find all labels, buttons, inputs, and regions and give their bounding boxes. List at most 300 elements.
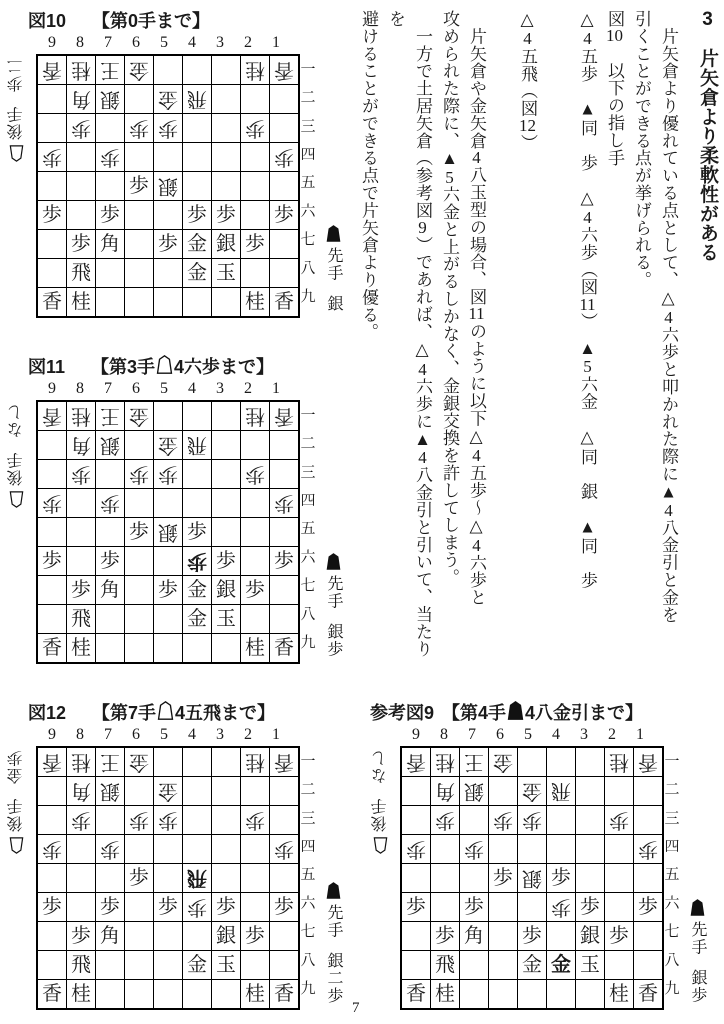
- board-square: [125, 922, 154, 951]
- gote-piece: 香: [274, 59, 294, 81]
- board-square: [125, 634, 154, 662]
- gote-piece: 角: [71, 434, 91, 456]
- gote-piece: 王: [100, 59, 120, 81]
- board-square: [183, 288, 212, 316]
- board-row: [38, 980, 298, 1008]
- board-square: [154, 951, 183, 980]
- gote-piece: 歩: [100, 838, 120, 860]
- caption-suffix: 4六歩まで】: [174, 357, 275, 377]
- gote-piece: 歩: [158, 463, 178, 485]
- board-square: [241, 56, 270, 85]
- sente-piece: 金: [187, 233, 207, 255]
- white-koma-icon: [8, 832, 25, 854]
- board-square: [518, 864, 547, 893]
- sente-piece: 桂: [245, 291, 265, 313]
- sente-piece: 歩: [274, 896, 294, 918]
- board-square: [96, 864, 125, 893]
- sente-piece: 桂: [245, 637, 265, 659]
- board-square: [154, 172, 183, 201]
- file-number: 4: [188, 34, 196, 51]
- sente-piece: 歩: [187, 521, 207, 543]
- board-square: [125, 864, 154, 893]
- board-square: [96, 460, 125, 489]
- gote-piece: 角: [71, 780, 91, 802]
- board-square: [183, 806, 212, 835]
- file-number: 1: [636, 726, 644, 743]
- board-square: [431, 980, 460, 1008]
- board-square: [96, 172, 125, 201]
- gote-piece: 歩: [42, 838, 62, 860]
- board-square: [96, 576, 125, 605]
- board-square: [154, 85, 183, 114]
- figure-caption: [92, 699, 275, 725]
- board-square: [402, 806, 431, 835]
- board-square: [96, 143, 125, 172]
- board-square: [67, 402, 96, 431]
- file-number: 4: [188, 380, 196, 397]
- sente-piece: 歩: [493, 867, 513, 889]
- file-number: 9: [48, 726, 56, 743]
- file-numbers: [402, 726, 722, 746]
- board-square: [460, 835, 489, 864]
- file-number: 7: [468, 726, 476, 743]
- board-square: [270, 634, 298, 662]
- rank-label: 二: [664, 782, 680, 799]
- board-row: [38, 518, 298, 547]
- board-square: [125, 114, 154, 143]
- board-square: [154, 576, 183, 605]
- gote-piece: 桂: [245, 59, 265, 81]
- sente-player-text: 先手: [689, 921, 706, 956]
- board-square: [183, 431, 212, 460]
- rank-label: 三: [300, 118, 316, 135]
- board-square: [212, 172, 241, 201]
- board-square: [38, 431, 67, 460]
- sente-piece: 香: [274, 983, 294, 1005]
- board-square: [38, 518, 67, 547]
- sente-hand-pieces: 銀歩: [325, 623, 342, 658]
- file-number: 1: [272, 34, 280, 51]
- sente-piece: 歩: [42, 896, 62, 918]
- black-koma-icon: [325, 553, 342, 575]
- board-square: [241, 835, 270, 864]
- gote-piece: 金: [158, 88, 178, 110]
- sente-hand-label: [322, 882, 344, 1005]
- sente-piece: 玉: [216, 954, 236, 976]
- gote-piece: 銀: [464, 780, 484, 802]
- board-square: [38, 835, 67, 864]
- file-number: 3: [580, 726, 588, 743]
- gote-piece: 桂: [435, 751, 455, 773]
- board-square: [605, 864, 634, 893]
- board-square: [241, 143, 270, 172]
- board-square: [38, 576, 67, 605]
- board-square: [212, 230, 241, 259]
- board-square: [67, 547, 96, 576]
- gote-piece: 王: [100, 405, 120, 427]
- board-square: [154, 893, 183, 922]
- rank-label: 八: [300, 606, 316, 623]
- board-square: [67, 489, 96, 518]
- gote-piece: 香: [638, 751, 658, 773]
- board-square: [241, 114, 270, 143]
- board-square: [125, 489, 154, 518]
- gote-piece: 歩: [609, 809, 629, 831]
- gote-piece: 歩: [435, 809, 455, 831]
- move-sequence-column: △4五飛（図12）: [518, 10, 537, 152]
- board-square: [154, 634, 183, 662]
- board-square: [241, 576, 270, 605]
- black-koma-icon: [325, 882, 342, 904]
- figure-label: 図11: [28, 357, 66, 377]
- board-square: [67, 431, 96, 460]
- board-square: [270, 951, 298, 980]
- sente-piece: 歩: [551, 867, 571, 889]
- board-row: [38, 806, 298, 835]
- file-numbers: [38, 380, 358, 400]
- gote-piece: 歩: [245, 117, 265, 139]
- board-square: [270, 547, 298, 576]
- rank-label: 一: [300, 61, 316, 78]
- caption-prefix: 【第3手: [91, 357, 156, 377]
- sente-piece: 玉: [216, 262, 236, 284]
- body-column: 片矢倉より優れている点として、△4六歩と叩かれた際に▲4八金引と金を: [659, 10, 678, 624]
- white-koma-icon: [372, 832, 389, 854]
- board-square: [547, 893, 576, 922]
- board-square: [241, 85, 270, 114]
- gote-piece: 飛: [187, 434, 207, 456]
- board-square: [38, 777, 67, 806]
- board-square: [38, 547, 67, 576]
- board-row: [402, 835, 662, 864]
- board-square: [431, 922, 460, 951]
- board-square: [96, 288, 125, 316]
- sente-piece: 金: [187, 608, 207, 630]
- board-square: [96, 230, 125, 259]
- gote-hand-pieces: 金歩: [8, 749, 25, 784]
- gote-piece: 飛: [187, 88, 207, 110]
- board-square: [38, 951, 67, 980]
- file-number: 9: [412, 726, 420, 743]
- board-square: [96, 806, 125, 835]
- gote-piece: 桂: [609, 751, 629, 773]
- board-row: [38, 259, 298, 288]
- board-square: [270, 85, 298, 114]
- rank-label: 七: [300, 232, 316, 249]
- rank-label: 九: [300, 981, 316, 998]
- board-square: [431, 806, 460, 835]
- board-square: [67, 576, 96, 605]
- board-square: [125, 230, 154, 259]
- file-number: 9: [48, 34, 56, 51]
- board-square: [96, 56, 125, 85]
- gote-piece: 歩: [71, 117, 91, 139]
- sente-piece: 歩: [245, 925, 265, 947]
- board-row: [402, 980, 662, 1008]
- board-square: [241, 489, 270, 518]
- board-square: [576, 748, 605, 777]
- board-square: [634, 893, 662, 922]
- board-square: [38, 605, 67, 634]
- file-numbers: [38, 726, 358, 746]
- white-koma-glyph: [10, 145, 25, 162]
- rank-labels: [298, 400, 318, 656]
- board-square: [212, 201, 241, 230]
- board-area: [4, 380, 358, 658]
- board-square: [183, 634, 212, 662]
- board-square: [270, 806, 298, 835]
- board-square: [125, 172, 154, 201]
- page-number: 7: [352, 1000, 360, 1016]
- gote-piece: 歩: [274, 492, 294, 514]
- board-square: [241, 172, 270, 201]
- board-square: [241, 893, 270, 922]
- rank-labels: [298, 746, 318, 1002]
- gote-piece: 香: [42, 59, 62, 81]
- sente-piece: 桂: [245, 983, 265, 1005]
- board-square: [125, 547, 154, 576]
- board-square: [634, 806, 662, 835]
- gote-piece: 王: [464, 751, 484, 773]
- board-square: [489, 806, 518, 835]
- diagram-fig12: [4, 700, 358, 1004]
- rank-label: 三: [664, 810, 680, 827]
- board-square: [38, 114, 67, 143]
- board-square: [183, 777, 212, 806]
- board-square: [518, 835, 547, 864]
- sente-piece: 歩: [609, 925, 629, 947]
- board-square: [518, 980, 547, 1008]
- board-square: [67, 518, 96, 547]
- sente-piece: 歩: [580, 896, 600, 918]
- rank-label: 一: [300, 753, 316, 770]
- board-square: [154, 547, 183, 576]
- sente-piece: 歩: [158, 579, 178, 601]
- gote-piece: 歩: [129, 809, 149, 831]
- gote-piece: 歩: [71, 809, 91, 831]
- sente-piece: 香: [274, 637, 294, 659]
- board-square: [125, 460, 154, 489]
- sente-piece: 飛: [71, 608, 91, 630]
- board-square: [125, 288, 154, 316]
- caption-suffix: 4八金引まで】: [525, 703, 644, 723]
- board-square: [605, 893, 634, 922]
- board-square: [576, 864, 605, 893]
- board-square: [212, 547, 241, 576]
- board-square: [489, 922, 518, 951]
- gote-piece: 香: [406, 751, 426, 773]
- gote-piece: 香: [274, 751, 294, 773]
- caption-koma-slot: [506, 701, 525, 723]
- board-square: [154, 288, 183, 316]
- board-square: [154, 605, 183, 634]
- sente-piece: 歩: [129, 175, 149, 197]
- sente-piece: 玉: [216, 608, 236, 630]
- gote-piece: 香: [274, 405, 294, 427]
- board-row: [402, 777, 662, 806]
- board-square: [241, 777, 270, 806]
- board-square: [212, 893, 241, 922]
- board-square: [634, 922, 662, 951]
- board-square: [96, 748, 125, 777]
- board-square: [183, 460, 212, 489]
- board-square: [183, 576, 212, 605]
- board-square: [183, 605, 212, 634]
- board-row: [38, 143, 298, 172]
- board-square: [96, 114, 125, 143]
- board-square: [576, 951, 605, 980]
- rank-label: 五: [664, 867, 680, 884]
- board-row: [38, 172, 298, 201]
- file-number: 8: [76, 726, 84, 743]
- sente-piece: 歩: [71, 925, 91, 947]
- sente-hand-label: [686, 899, 708, 1004]
- sente-piece: 歩: [187, 204, 207, 226]
- gote-hand-label: [370, 749, 392, 854]
- board-square: [431, 835, 460, 864]
- rank-label: 一: [300, 407, 316, 424]
- diagram-header: [28, 354, 358, 378]
- board-row: [402, 806, 662, 835]
- board-square: [154, 230, 183, 259]
- sente-piece: 香: [42, 983, 62, 1005]
- board-square: [576, 835, 605, 864]
- sente-piece: 金: [551, 954, 571, 976]
- sente-hand-pieces: 銀歩: [689, 969, 706, 1004]
- board-square: [518, 893, 547, 922]
- rank-label: 二: [300, 90, 316, 107]
- board-square: [154, 259, 183, 288]
- board-square: [212, 288, 241, 316]
- sente-piece: 銀: [580, 925, 600, 947]
- board-square: [241, 230, 270, 259]
- board-square: [125, 518, 154, 547]
- board-square: [241, 201, 270, 230]
- board-square: [634, 980, 662, 1008]
- board-square: [38, 56, 67, 85]
- board-square: [212, 402, 241, 431]
- sente-piece: 歩: [100, 550, 120, 572]
- shogi-board-grid: [36, 400, 300, 664]
- gote-piece: 歩: [274, 838, 294, 860]
- board-square: [38, 460, 67, 489]
- board-square: [270, 864, 298, 893]
- board-square: [547, 864, 576, 893]
- shogi-board-grid: [36, 746, 300, 1010]
- board-square: [96, 951, 125, 980]
- sente-piece: 歩: [158, 896, 178, 918]
- gote-piece: 歩: [493, 809, 513, 831]
- board-square: [96, 980, 125, 1008]
- board-square: [125, 259, 154, 288]
- board-square: [67, 806, 96, 835]
- gote-piece: 歩: [158, 117, 178, 139]
- board-square: [38, 893, 67, 922]
- gote-hand-label: [6, 749, 28, 854]
- sente-piece: 金: [187, 579, 207, 601]
- white-koma-glyph: [374, 837, 389, 854]
- sente-piece: 香: [274, 291, 294, 313]
- board-square: [270, 922, 298, 951]
- sente-piece: 歩: [216, 550, 236, 572]
- board-square: [518, 748, 547, 777]
- board-square: [67, 980, 96, 1008]
- board-square: [183, 85, 212, 114]
- board-square: [212, 56, 241, 85]
- board-square: [460, 748, 489, 777]
- board-row: [38, 951, 298, 980]
- board-square: [183, 172, 212, 201]
- rank-label: 八: [300, 260, 316, 277]
- board-square: [154, 748, 183, 777]
- board-row: [38, 922, 298, 951]
- diagram-header: [28, 700, 358, 724]
- gote-piece: 歩: [129, 117, 149, 139]
- board-square: [154, 56, 183, 85]
- board-square: [67, 259, 96, 288]
- gote-piece: 歩: [129, 463, 149, 485]
- board-square: [431, 864, 460, 893]
- board-square: [154, 402, 183, 431]
- board-square: [154, 431, 183, 460]
- file-number: 2: [244, 34, 252, 51]
- board-square: [270, 460, 298, 489]
- board-square: [518, 777, 547, 806]
- board-square: [576, 980, 605, 1008]
- file-number: 6: [132, 34, 140, 51]
- gote-piece: 桂: [245, 751, 265, 773]
- sente-player-text: 先手: [325, 246, 342, 282]
- board-square: [431, 951, 460, 980]
- board-square: [67, 922, 96, 951]
- board-square: [183, 230, 212, 259]
- sente-piece: 歩: [522, 925, 542, 947]
- board-square: [634, 835, 662, 864]
- board-row: [38, 230, 298, 259]
- rank-label: 三: [300, 810, 316, 827]
- black-koma-glyph: [326, 882, 341, 899]
- file-number: 3: [216, 380, 224, 397]
- board-square: [125, 951, 154, 980]
- board-square: [489, 835, 518, 864]
- board-row: [38, 605, 298, 634]
- article-text-block: [355, 10, 722, 668]
- rank-label: 四: [300, 493, 316, 510]
- caption-suffix: 4五飛まで】: [175, 703, 276, 723]
- sente-piece: 歩: [406, 896, 426, 918]
- gote-piece: 歩: [71, 463, 91, 485]
- sente-piece: 歩: [274, 550, 294, 572]
- board-square: [125, 402, 154, 431]
- board-square: [96, 835, 125, 864]
- board-row: [38, 748, 298, 777]
- board-square: [125, 201, 154, 230]
- sente-piece: 香: [42, 637, 62, 659]
- board-square: [67, 288, 96, 316]
- board-square: [460, 980, 489, 1008]
- sente-piece: 桂: [71, 291, 91, 313]
- gote-piece: 香: [42, 751, 62, 773]
- board-square: [402, 922, 431, 951]
- board-square: [270, 748, 298, 777]
- diagram-fig11: [4, 354, 358, 658]
- rank-label: 九: [664, 981, 680, 998]
- board-square: [212, 143, 241, 172]
- sente-piece: 歩: [245, 233, 265, 255]
- sente-piece: 角: [100, 925, 120, 947]
- board-square: [402, 980, 431, 1008]
- file-number: 6: [132, 726, 140, 743]
